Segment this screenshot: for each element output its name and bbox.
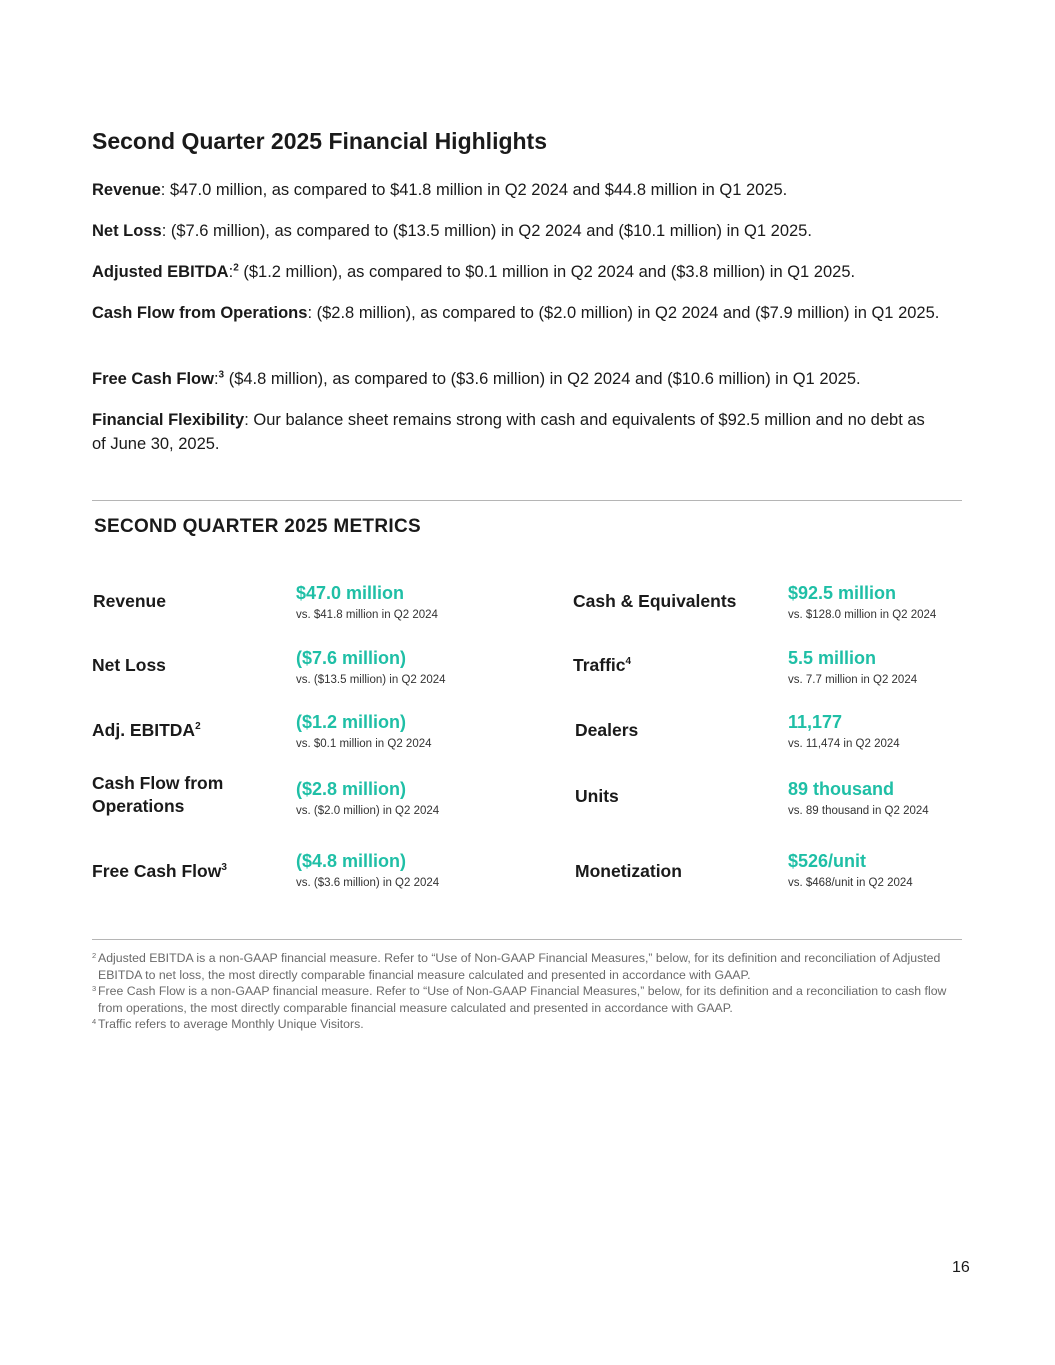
highlight-text: Our balance sheet remains strong with cash and equivalents of $92.5 million and no debt as of June 30, 2025.: [92, 411, 925, 453]
footnote-divider: [92, 939, 962, 940]
footnote-3: 3 Free Cash Flow is a non-GAAP financial measure. Refer to “Use of Non-GAAP Financial Measures,” below, for its definition and a reconciliation to cash flow from operations, the most directly comparable financial measure calculated and presented in accordance with GAAP.: [92, 984, 947, 1015]
metrics-title: SECOND QUARTER 2025 METRICS: [94, 516, 421, 537]
metric-value-revenue: [296, 581, 438, 623]
metric-value: $92.5 million: [788, 583, 897, 603]
highlight-text: ($2.8 million), as compared to ($2.0 million) in Q2 2024 and ($7.9 million) in Q1 2025.: [316, 304, 940, 322]
footnote-4: 4 Traffic refers to average Monthly Unique Visitors.: [92, 1017, 364, 1031]
footnote-ref: 3: [221, 862, 227, 874]
footnotes: [92, 950, 962, 1033]
metric-compare: vs. $128.0 million in Q2 2024: [788, 609, 937, 621]
footnote-2: 2 Adjusted EBITDA is a non-GAAP financial measure. Refer to “Use of Non-GAAP Financial Measures,” below, for its definition and reconciliation of Adjusted EBITDA to net loss, the most directly comparable financial measure calculated and presented in accordance with GAAP.: [92, 951, 941, 982]
metric-compare: vs. 7.7 million in Q2 2024: [788, 674, 918, 686]
metric-value: 11,177: [788, 712, 843, 732]
highlights-title: Second Quarter 2025 Financial Highlights: [92, 128, 548, 154]
metric-value-net-loss: [296, 646, 446, 688]
metric-label-revenue: Revenue: [93, 591, 166, 611]
highlight-label: Cash Flow from Operations: [92, 304, 308, 322]
metric-value: $526/unit: [788, 851, 867, 871]
metric-value-adj-ebitda: [296, 710, 432, 752]
metric-value-units: [788, 777, 929, 819]
highlight-adjusted-ebitda: Adjusted EBITDA:$^2$ ($1.2 million), as compared to $0.1 million in Q2 2024 and ($3.8 million) in Q1 2025.: [92, 262, 856, 281]
metric-label-traffic: Traffic$^4$: [573, 655, 632, 675]
metric-label-cash-flow-operations: Cash Flow from Operations: [92, 773, 224, 816]
metric-compare: vs. 89 thousand in Q2 2024: [788, 805, 929, 817]
page-number: 16: [952, 1259, 970, 1276]
metric-value-traffic: [788, 646, 917, 688]
highlight-text: ($7.6 million), as compared to ($13.5 million) in Q2 2024 and ($10.1 million) in Q1 2025.: [170, 222, 812, 240]
highlight-text: ($1.2 million), as compared to $0.1 million in Q2 2024 and ($3.8 million) in Q1 2025.: [243, 263, 856, 281]
footnote-ref: 4: [625, 656, 632, 668]
metric-value: 5.5 million: [788, 648, 877, 668]
metric-value-cash-equivalents: [788, 581, 936, 623]
highlight-label: Adjusted EBITDA: [92, 263, 229, 281]
metric-compare: vs. ($13.5 million) in Q2 2024: [296, 674, 446, 686]
metric-label-units: Units: [575, 786, 619, 806]
metric-label-monetization: Monetization: [575, 861, 682, 881]
highlight-label: Net Loss: [92, 222, 162, 240]
metric-label-dealers: Dealers: [575, 720, 639, 740]
highlight-text: ($4.8 million), as compared to ($3.6 million) in Q2 2024 and ($10.6 million) in Q1 2025.: [228, 370, 861, 388]
highlight-free-cash-flow: Free Cash Flow:$^3$ ($4.8 million), as compared to ($3.6 million) in Q2 2024 and ($10.6 million) in Q1 2025.: [92, 369, 861, 388]
metric-value: ($4.8 million): [296, 851, 407, 871]
metric-compare: vs. 11,474 in Q2 2024: [788, 738, 900, 750]
metric-compare: vs. ($2.0 million) in Q2 2024: [296, 805, 440, 817]
metric-value-dealers: [788, 710, 900, 752]
highlight-cash-flow-operations: Cash Flow from Operations: ($2.8 million), as compared to ($2.0 million) in Q2 2024 and ($7.9 million) in Q1 2025.: [92, 304, 940, 322]
footnote-ref: 2: [233, 262, 239, 274]
footnote-ref: 2: [195, 721, 201, 733]
highlight-text: $47.0 million, as compared to $41.8 million in Q2 2024 and $44.8 million in Q1 2025.: [169, 181, 788, 199]
metric-value: ($7.6 million): [296, 648, 407, 668]
highlight-financial-flexibility: Financial Flexibility: Our balance sheet remains strong with cash and equivalents of $92.5 million and no debt as of June 30, 2025.: [92, 411, 925, 453]
metric-label-net-loss: Net Loss: [92, 655, 166, 675]
highlight-label: Free Cash Flow: [92, 370, 214, 388]
metric-value: ($1.2 million): [296, 712, 407, 732]
highlight-label: Financial Flexibility: [92, 411, 245, 429]
metric-value: 89 thousand: [788, 779, 895, 799]
metric-label-free-cash-flow: Free Cash Flow$^3$: [92, 861, 227, 881]
metric-label-cash-equivalents: Cash & Equivalents: [573, 591, 737, 611]
metric-value-monetization: [788, 849, 913, 891]
metric-compare: vs. ($3.6 million) in Q2 2024: [296, 877, 440, 889]
metric-compare: vs. $468/unit in Q2 2024: [788, 877, 913, 889]
metric-value-cash-flow-operations: [296, 777, 439, 819]
metric-compare: vs. $41.8 million in Q2 2024: [296, 609, 438, 621]
metric-label-adj-ebitda: Adj. EBITDA$^2$: [92, 720, 201, 740]
metric-value: $47.0 million: [296, 583, 405, 603]
highlight-net-loss: Net Loss: ($7.6 million), as compared to ($13.5 million) in Q2 2024 and ($10.1 million) in Q1 2025.: [92, 222, 812, 240]
metric-value: ($2.8 million): [296, 779, 407, 799]
highlight-revenue: Revenue: $47.0 million, as compared to $41.8 million in Q2 2024 and $44.8 million in Q1 2025.: [92, 181, 788, 199]
highlight-label: Revenue: [92, 181, 161, 199]
metric-compare: vs. $0.1 million in Q2 2024: [296, 738, 432, 750]
footnote-ref: 3: [218, 369, 225, 381]
section-divider: [92, 500, 962, 501]
metric-value-free-cash-flow: [296, 849, 439, 891]
